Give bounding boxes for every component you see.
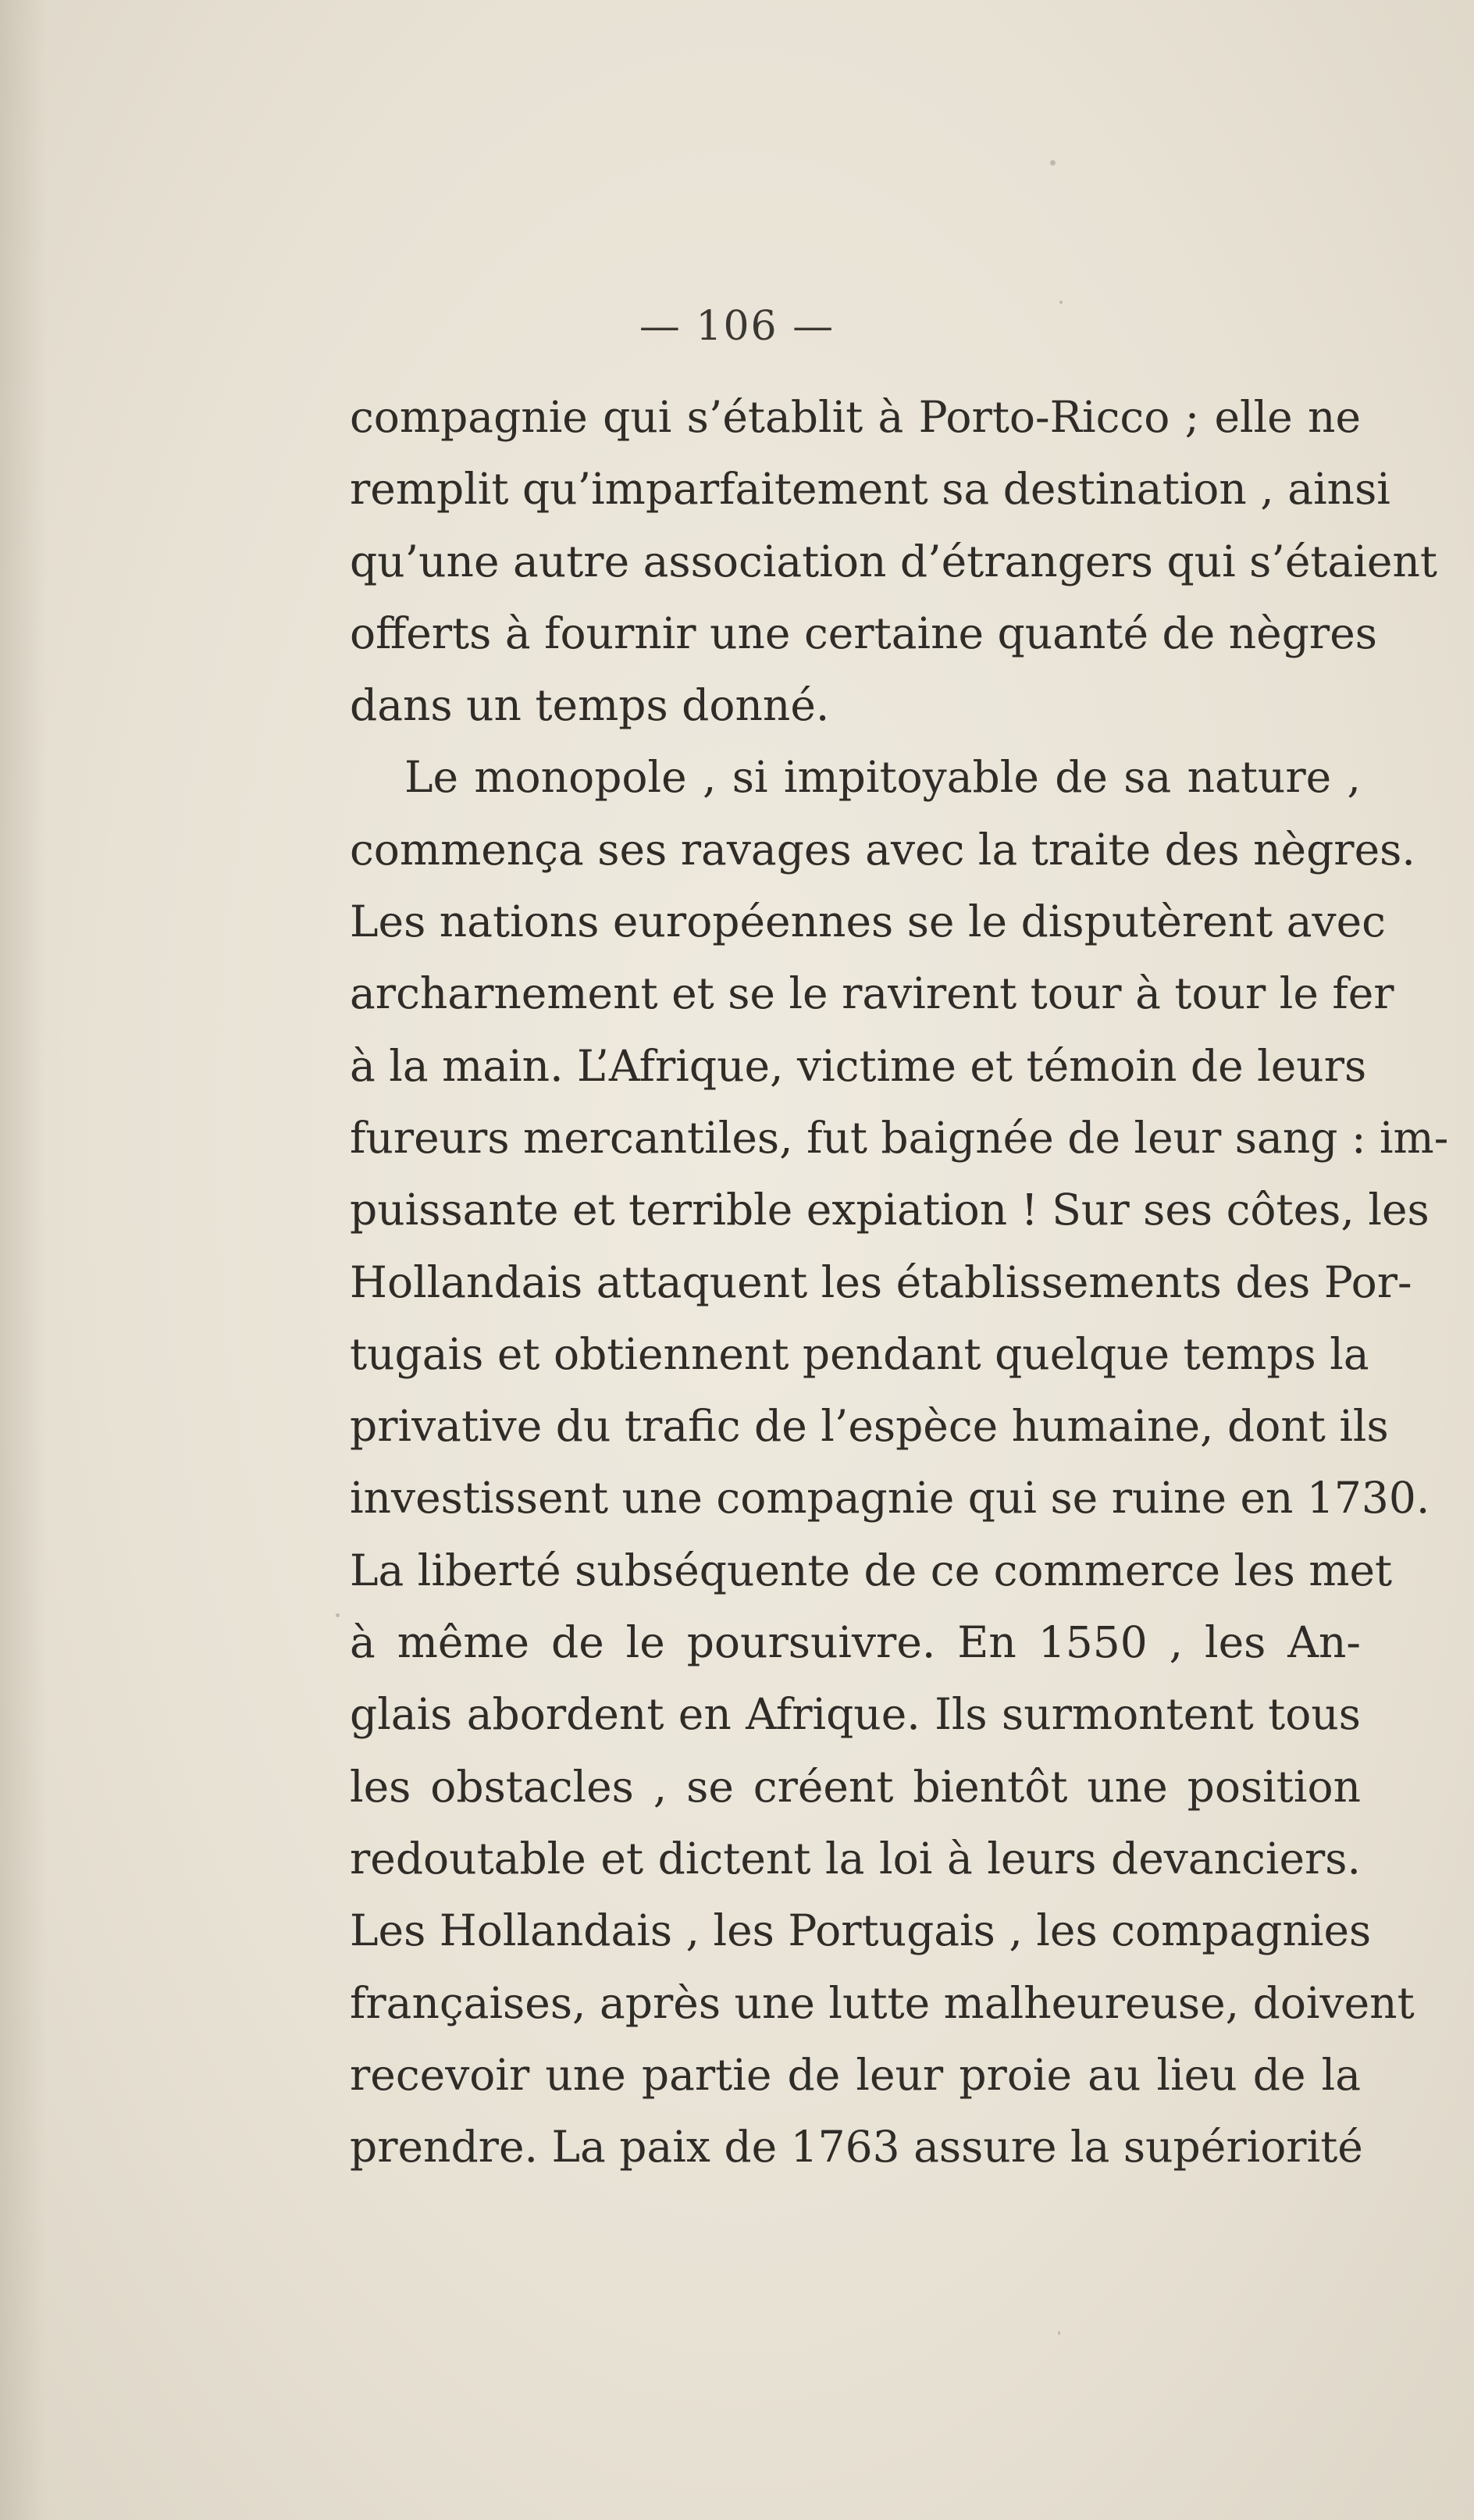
text-line: Les nations européennes se le disputèrent avec bbox=[350, 896, 1386, 947]
text-line: Les Hollandais , les Portugais , les compagnies bbox=[350, 1905, 1372, 1956]
paper-fleck bbox=[1058, 2331, 1060, 2335]
text-line: Hollandais attaquent les établissements des Por- bbox=[350, 1256, 1412, 1307]
body-text bbox=[350, 381, 1449, 2183]
text-line: investissent une compagnie qui se ruine en 1730. bbox=[350, 1473, 1430, 1524]
text-line: La liberté subséquente de ce commerce les met bbox=[350, 1545, 1393, 1595]
text-line: privative du trafic de l’espèce humaine, dont ils bbox=[350, 1401, 1389, 1452]
text-line: dans un temps donné. bbox=[350, 680, 830, 731]
text-line: fureurs mercantiles, fut baignée de leur sang : im- bbox=[350, 1112, 1449, 1163]
text-line: puissante et terrible expiation ! Sur ses côtes, les bbox=[350, 1185, 1429, 1235]
text-line: Le monopole , si impitoyable de sa nature , bbox=[404, 752, 1361, 803]
text-line: recevoir une partie de leur proie au lieu de la bbox=[350, 2049, 1361, 2100]
text-line: glais abordent en Afrique. Ils surmontent tous bbox=[350, 1689, 1361, 1740]
text-line: commença ses ravages avec la traite des nègres. bbox=[350, 824, 1415, 875]
page-number: — 106 — bbox=[639, 303, 835, 350]
text-line: redoutable et dictent la loi à leurs devanciers. bbox=[350, 1833, 1361, 1884]
text-line: les obstacles , se créent bientôt une position bbox=[350, 1761, 1361, 1812]
text-line: compagnie qui s’établit à Porto-Ricco ; elle ne bbox=[350, 392, 1361, 442]
text-line: tugais et obtiennent pendant quelque temps la bbox=[350, 1328, 1369, 1379]
paper-fleck bbox=[336, 1613, 340, 1617]
text-line: remplit qu’imparfaitement sa destination , ainsi bbox=[350, 464, 1390, 515]
text-line: archarnement et se le ravirent tour à tour le fer bbox=[350, 968, 1394, 1019]
page-gutter-shadow bbox=[0, 0, 47, 2520]
text-line: prendre. La paix de 1763 assure la supériorité bbox=[350, 2122, 1363, 2172]
text-line: offerts à fournir une certaine quanté de nègres bbox=[350, 608, 1377, 658]
text-line: qu’une autre association d’étrangers qui s’étaient bbox=[350, 536, 1437, 586]
text-line: françaises, après une lutte malheureuse, doivent bbox=[350, 1977, 1415, 2028]
text-line: à même de le poursuivre. En 1550 , les An- bbox=[350, 1617, 1361, 1668]
text-line: à la main. L’Afrique, victime et témoin de leurs bbox=[350, 1040, 1367, 1091]
paper-fleck bbox=[1050, 160, 1056, 166]
